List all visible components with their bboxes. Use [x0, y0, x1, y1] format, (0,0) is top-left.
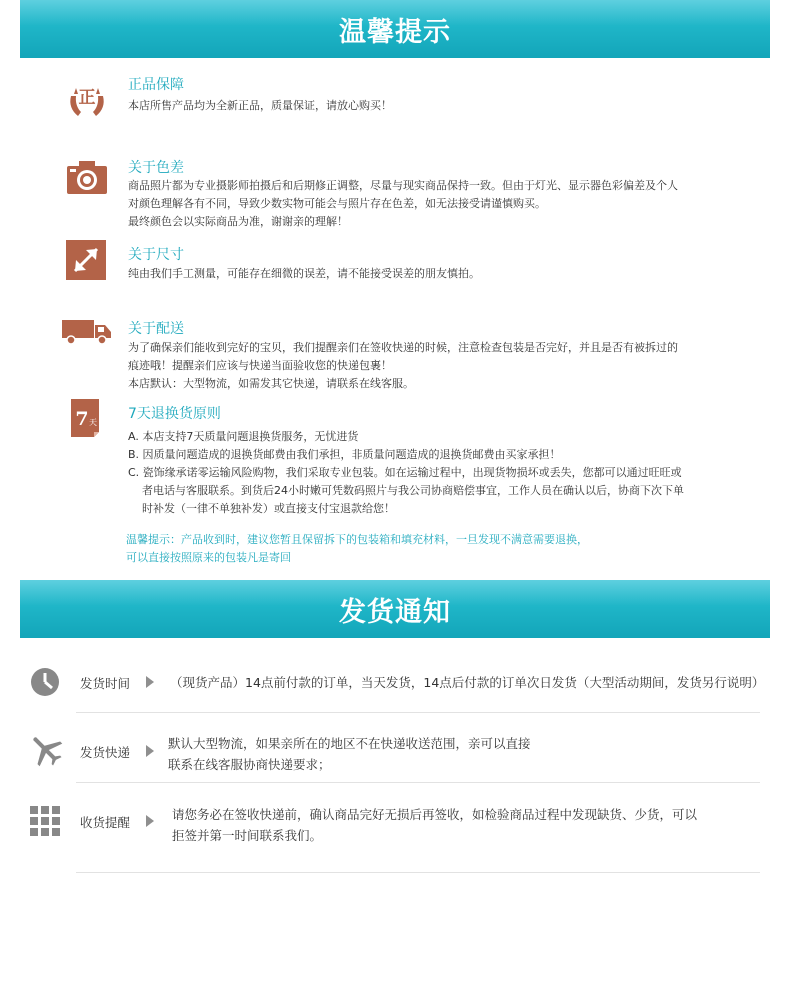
- section-line: 商品照片都为专业摄影师拍摄后和后期修正调整，尽量与现实商品保持一致。但由于灯光、显示器色彩偏差及个人: [128, 179, 678, 192]
- caret-right-icon: [146, 745, 154, 757]
- section-line: 者电话与客服联系。到货后24小时嫩可凭数码照片与我公司协商赔偿事宜，工作人员在确认以后，协商下次下单: [142, 484, 684, 497]
- row-line: 请您务必在签收快递前，确认商品完好无损后再签收，如检验商品过程中发现缺货、少货，可以: [172, 807, 698, 822]
- section-line: 痕迹哦！提醒亲们应该与快递当面验收您的快递包裹！: [128, 359, 392, 372]
- banner-title: 温馨提示: [339, 16, 451, 48]
- row-line: 默认大型物流，如果亲所在的地区不在快递收送范围，亲可以直接: [168, 736, 531, 751]
- row-line: 联系在线客服协商快递要求；: [168, 757, 331, 772]
- tip-line: 可以直接按照原来的包装凡是寄回: [126, 551, 291, 564]
- row-text-receipt: [172, 804, 697, 846]
- divider: [76, 782, 760, 783]
- section-line: 本店所售产品均为全新正品，质量保证，请放心购买！: [128, 99, 392, 112]
- row-line: 拒签并第一时间联系我们。: [172, 828, 323, 843]
- banner-shipping-notice: [20, 580, 770, 638]
- section-title-genuine: 正品保障: [128, 77, 184, 93]
- section-line: 时补发（一律不单独补发）或直接支付宝退款给您！: [142, 502, 395, 515]
- banner-warm-tips: [20, 0, 770, 58]
- section-title-size: 关于尺寸: [128, 247, 184, 263]
- section-text-genuine: [128, 97, 392, 115]
- calendar-sub: 天: [89, 418, 97, 427]
- row-label-receipt: 收货提醒: [80, 815, 131, 830]
- genuine-char: 正: [78, 88, 96, 108]
- airplane-icon: [28, 732, 64, 768]
- camera-icon: [66, 160, 108, 196]
- section-line: 对颜色理解各有不同，导致少数实物可能会与照片存在色差，如无法接受请谨慎购买。: [128, 197, 546, 210]
- calendar-number: 7: [75, 408, 89, 430]
- grid-apps-icon: [30, 806, 60, 836]
- section-line: B. 因质量问题造成的退换货邮费由我们承担，非质量问题造成的退换货邮费由买家承担！: [128, 448, 561, 461]
- row-line: （现货产品）14点前付款的订单，当天发货，14点后付款的订单次日发货（大型活动期间，发货另行说明）: [170, 675, 765, 690]
- section-title-delivery: 关于配送: [128, 321, 184, 337]
- section-text-size: [128, 265, 480, 283]
- section-text-delivery: [128, 339, 678, 393]
- section-line: C. 瓷饰缘承诺零运输风险购物，我们采取专业包装。如在运输过程中，出现货物损坏或丢失，您都可以通过旺旺或: [128, 466, 682, 479]
- divider: [76, 872, 760, 873]
- section-text-return: [128, 428, 684, 518]
- section-line: 本店默认：大型物流，如需发其它快递，请联系在线客服。: [128, 377, 414, 390]
- section-line: 为了确保亲们能收到完好的宝贝，我们提醒亲们在签收快递的时候，注意检查包装是否完好，并且是否有被拆过的: [128, 341, 678, 354]
- row-label-courier: 发货快递: [80, 745, 131, 760]
- resize-arrow-icon: [66, 240, 106, 280]
- section-title-color: 关于色差: [128, 160, 184, 176]
- section-line: A. 本店支持7天质量问题退换货服务，无忧进货: [128, 430, 359, 443]
- row-label-time: 发货时间: [80, 676, 131, 691]
- section-line: 最终颜色会以实际商品为准，谢谢亲的理解！: [128, 215, 348, 228]
- clock-icon: [30, 667, 60, 697]
- truck-icon: [62, 318, 112, 346]
- tip-line: 温馨提示：产品收到时，建议您暂且保留拆下的包装箱和填充材料，一旦发现不满意需要退换，: [126, 533, 588, 546]
- caret-right-icon: [146, 815, 154, 827]
- section-line: 纯由我们手工测量，可能存在细微的误差，请不能接受误差的朋友慎拍。: [128, 267, 480, 280]
- caret-right-icon: [146, 676, 154, 688]
- genuine-hands-icon: [66, 78, 108, 120]
- seven-day-calendar-icon: [68, 398, 102, 438]
- row-text-courier: [168, 733, 531, 775]
- banner-title: 发货通知: [339, 596, 451, 628]
- section-title-return: 7天退换货原则: [128, 406, 221, 422]
- section-text-color: [128, 177, 678, 231]
- row-text-time: [170, 672, 764, 693]
- warm-tip-text: [126, 531, 588, 567]
- divider: [76, 712, 760, 713]
